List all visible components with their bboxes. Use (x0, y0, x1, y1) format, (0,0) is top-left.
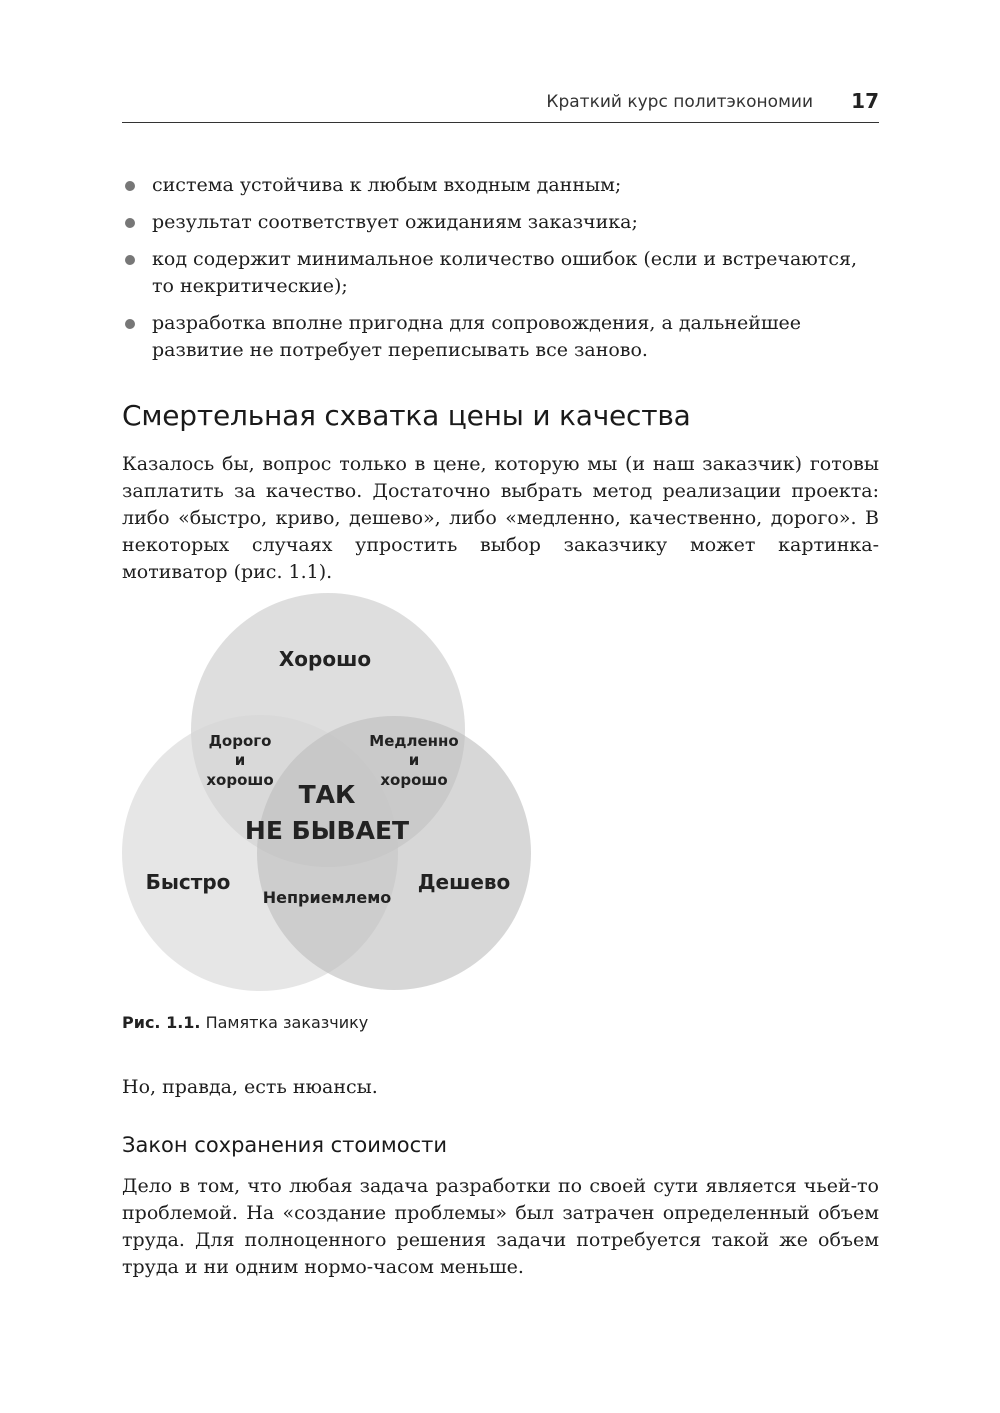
list-item (122, 172, 882, 199)
running-head (122, 88, 879, 123)
bullet-icon (125, 181, 135, 191)
label-fast: Быстро (145, 870, 231, 894)
subsection-heading: Закон сохранения стоимости (122, 1133, 448, 1157)
list-item-text: разработка вполне пригодна для сопровождения, а дальнейшее развитие не потребует переписывать все заново. (152, 312, 802, 361)
bullet-icon (125, 218, 135, 228)
section-paragraph: Казалось бы, вопрос только в цене, которую мы (и наш заказчик) готовы заплатить за качество. Достаточно выбрать метод реализации проекта: либо «быстро, криво, дешево», либо «медленно, качественно, дорого». В некоторых случаях упростить выбор заказчику может картинка-мотиватор (рис. 1.1). (122, 453, 879, 583)
label-expensive-good-3: хорошо (206, 771, 274, 789)
label-cheap: Дешево (417, 870, 511, 894)
list-item (122, 246, 882, 300)
bullet-icon (125, 319, 135, 329)
list-item-text: код содержит минимальное количество ошибок (если и встречаются, то некритические); (152, 248, 857, 297)
running-title: Краткий курс политэкономии (546, 92, 813, 112)
list-item (122, 209, 882, 236)
label-impossible-2: НЕ БЫВАЕТ (244, 816, 410, 845)
label-slow-good-1: Медленно (369, 732, 459, 750)
label-slow-good-3: хорошо (380, 771, 448, 789)
after-figure-paragraph: Но, правда, есть нюансы. (122, 1076, 378, 1098)
venn-diagram (110, 585, 550, 1005)
label-good: Хорошо (278, 647, 372, 671)
label-impossible-1: ТАК (298, 780, 356, 809)
subsection-paragraph: Дело в том, что любая задача разработки по своей сути является чьей-то проблемой. На «создание проблемы» был затрачен определенный объем труда. Для полноценного решения задачи потребуется такой же объем труда и ни одним нормо-часом меньше. (122, 1175, 879, 1278)
list-item-text: результат соответствует ожиданиям заказчика; (152, 211, 638, 233)
section-heading: Смертельная схватка цены и качества (122, 399, 691, 432)
page-number: 17 (851, 89, 879, 113)
label-expensive-good-2: и (234, 751, 246, 769)
bullet-icon (125, 255, 135, 265)
list-item (122, 310, 882, 364)
label-unacceptable: Неприемлемо (262, 888, 392, 907)
circle-cheap (257, 716, 531, 990)
figure-caption-label: Рис. 1.1. (122, 1013, 201, 1032)
label-expensive-good-1: Дорого (208, 732, 272, 750)
figure-caption-text: Памятка заказчику (205, 1013, 369, 1032)
figure-caption (122, 1013, 368, 1032)
list-item-text: система устойчива к любым входным данным; (152, 174, 622, 196)
bullet-list (122, 172, 882, 374)
label-slow-good-2: и (408, 751, 420, 769)
